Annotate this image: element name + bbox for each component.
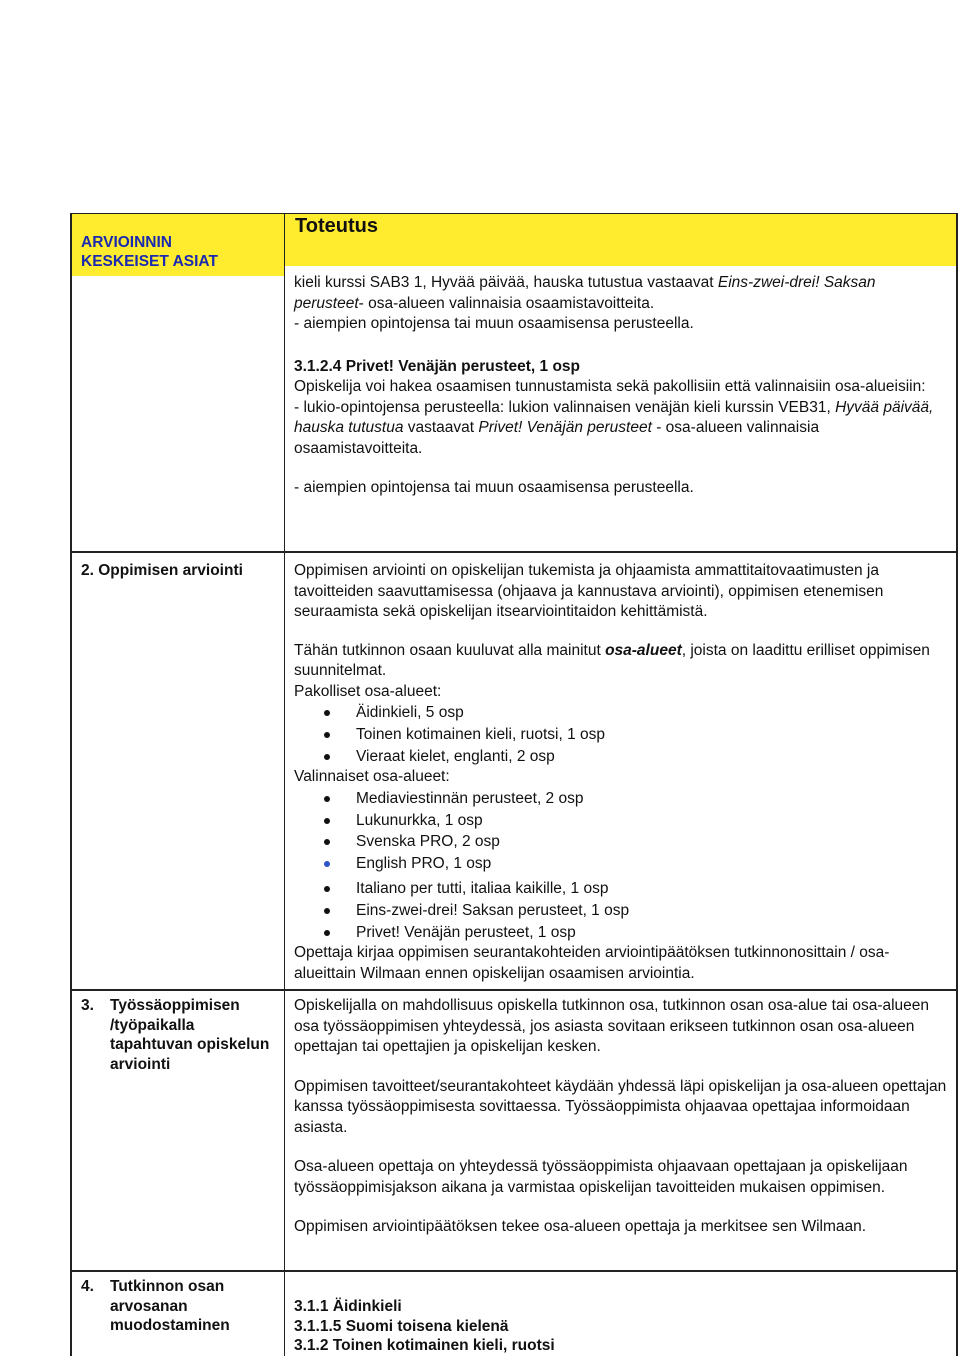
- row3-paragraph-2: Oppimisen tavoitteet/seurantakohteet käydään yhdessä läpi opiskelijan ja osa-alueen opettajan kanssa työssäoppimisesta sovittaessa. Työssäoppimista ohjaavaa opettajaa informoidaan asiasta.: [294, 1077, 947, 1136]
- bullet-icon: [324, 796, 330, 802]
- row-divider-3: [70, 989, 958, 991]
- list-item: Privet! Venäjän perusteet, 1 osp: [294, 922, 949, 944]
- row2-paragraph-1: Oppimisen arviointi on opiskelijan tukemista ja ohjaamista ammattitaitovaatimusten ja tavoitteiden saavuttamisessa (ohjaava ja kannustava arviointi), oppimisen etenemisen seuraamista sekä opiskelijan itsearviointitaidon kehittämistä.: [294, 562, 884, 620]
- row2-content: [294, 561, 949, 984]
- row3-paragraph-3: Osa-alueen opettaja on yhteydessä työssäoppimista ohjaavaan opettajaan ja opiskelijaan työssäoppimisjakson aikana ja varmistaa opiskelijan tavoitteiden mukaisen oppimisen.: [294, 1158, 908, 1196]
- bullet-icon: [324, 839, 330, 845]
- bullet-icon: [324, 818, 330, 824]
- header-left-title: ARVIOINNIN KESKEISET ASIAT: [81, 234, 218, 270]
- row1-paragraph-2: - lukio-opintojensa perusteella: lukion valinnaisen venäjän kieli kurssin VEB31, Hyvää päivää, hauska tutustua vastaavat Privet! Venäjän perusteet - osa-alueen valinnaisia osaamistavoitteita.: [294, 398, 934, 457]
- row1-paragraph-3: - aiempien opintojensa tai muun osaamisensa perusteella.: [294, 479, 694, 496]
- row1-line3: - aiempien opintojensa tai muun osaamisensa perusteella.: [294, 315, 694, 332]
- bullet-icon: [324, 908, 330, 914]
- row2-paragraph-3: Opettaja kirjaa oppimisen seurantakohteiden arviointipäätöksen tutkinnonosittain / osa-alueittain Wilmaan ennen opiskelijan osaamisen arviointia.: [294, 944, 890, 982]
- row3-paragraph-4: Oppimisen arviointipäätöksen tekee osa-alueen opettaja ja merkitsee sen Wilmaan.: [294, 1218, 867, 1235]
- bullet-icon: [324, 861, 330, 867]
- header-right-cell: [285, 214, 956, 266]
- table-border-right: [956, 213, 958, 1356]
- row1-content: [294, 273, 949, 499]
- row4-label: Tutkinnon osan arvosanan muodostaminen: [110, 1278, 230, 1334]
- row4-content: [294, 1297, 949, 1356]
- section-heading: 3.1.2.4 Privet! Venäjän perusteet, 1 osp: [294, 357, 581, 375]
- row1-line2: perusteet- osa-alueen valinnaisia osaamistavoitteita.: [294, 294, 655, 312]
- optional-list: [294, 788, 949, 944]
- row2-paragraph-2: Tähän tutkinnon osaan kuuluvat alla mainitut osa-alueet, joista on laadittu erilliset oppimisen suunnitelmat.: [294, 641, 930, 679]
- mandatory-list: [294, 702, 949, 767]
- row1-line1: kieli kurssi SAB3 1, Hyvää päivää, hauska tutustua vastaavat Eins-zwei-drei! Saksan: [294, 274, 876, 291]
- mandatory-title: Pakolliset osa-alueet:: [294, 682, 442, 700]
- list-item: English PRO, 1 osp: [294, 853, 949, 875]
- row4-label-number: 4.: [81, 1278, 94, 1295]
- list-item: Italiano per tutti, italiaa kaikille, 1 osp: [294, 878, 949, 900]
- row1-paragraph-1: Opiskelija voi hakea osaamisen tunnustamista sekä pakollisiin että valinnaisiin osa-alueisiin:: [294, 378, 926, 395]
- table-border-left: [70, 213, 72, 1356]
- header-right-title: Toteutus: [295, 215, 378, 237]
- bullet-icon: [324, 886, 330, 892]
- list-item: Mediaviestinnän perusteet, 2 osp: [294, 788, 949, 810]
- bullet-icon: [324, 754, 330, 760]
- table-border-mid: [284, 213, 285, 1356]
- list-item: Eins-zwei-drei! Saksan perusteet, 1 osp: [294, 900, 949, 922]
- list-item: Toinen kotimainen kieli, ruotsi, 1 osp: [294, 724, 949, 746]
- list-item: Svenska PRO, 2 osp: [294, 831, 949, 853]
- row4-line-2: 3.1.1.5 Suomi toisena kielenä: [294, 1317, 509, 1335]
- list-item: Lukunurkka, 1 osp: [294, 810, 949, 832]
- bullet-icon: [324, 710, 330, 716]
- row2-label: 2. Oppimisen arviointi: [81, 562, 243, 579]
- row4-line-1: 3.1.1 Äidinkieli: [294, 1298, 402, 1315]
- optional-title: Valinnaiset osa-alueet:: [294, 768, 450, 786]
- list-item: Äidinkieli, 5 osp: [294, 702, 949, 724]
- bullet-icon: [324, 732, 330, 738]
- list-item: Vieraat kielet, englanti, 2 osp: [294, 746, 949, 768]
- bullet-icon: [324, 930, 330, 936]
- row-divider-2: [70, 551, 958, 553]
- row3-content: [294, 996, 949, 1238]
- row3-label-number: 3.: [81, 997, 94, 1014]
- row4-line-3: 3.1.2 Toinen kotimainen kieli, ruotsi: [294, 1337, 555, 1354]
- row-divider-4: [70, 1270, 958, 1272]
- row3-label: Työssäoppimisen /työpaikalla tapahtuvan opiskelun arviointi: [110, 997, 270, 1073]
- row3-paragraph-1: Opiskelijalla on mahdollisuus opiskella tutkinnon osa, tutkinnon osan osa-alue tai osa-alueen osa työssäoppimisen yhteydessä, jos asiasta sovitaan erikseen tutkinnon osan osa-alueen opettajan tai opettajien ja opiskelijan kesken.: [294, 997, 930, 1055]
